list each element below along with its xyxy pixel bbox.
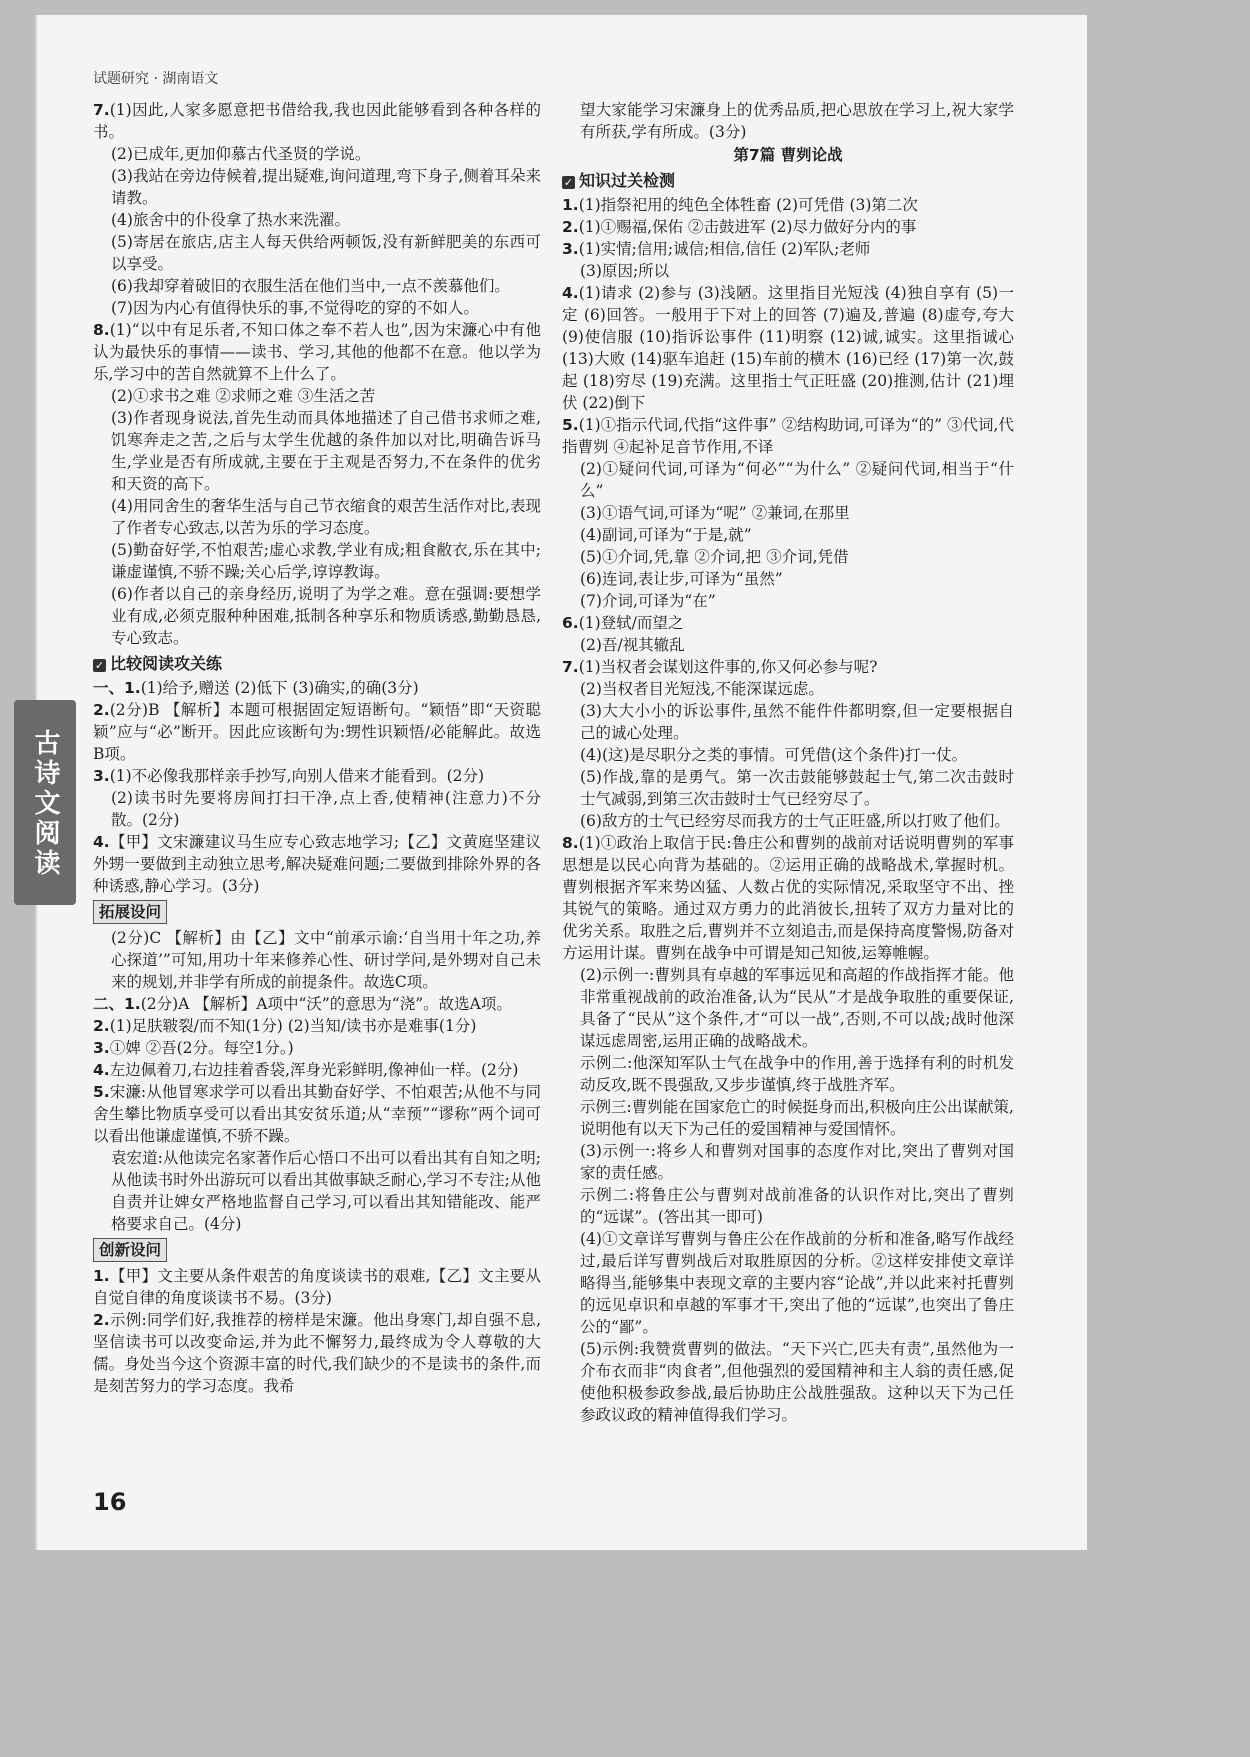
answer-text: (2分)B 【解析】本题可根据固定短语断句。“颖悟”即“天资聪颖”应与“必”断开。因此应该断句为:甥性识颖悟/必能解此。故选B项。	[93, 701, 541, 763]
chapter-title: 第7篇 曹刿论战	[733, 146, 843, 164]
question-number: 二、1.	[93, 995, 141, 1013]
answer-text: (1)请求 (2)参与 (3)浅陋。这里指目光短浅 (4)独自享有 (5)一定 (6)回答。一般用于下对上的回答 (7)遍及,普遍 (8)虚夸,夸大 (9)使信服 (10)指诉讼事件 (11)明察 (12)诚,诚实。这里指诚心 (13)大败 (14)驱车追赶 (15)车前的横木 (16)已经 (17)第一次,鼓起 (18)穷尽 (19)充满。这里指士气正旺盛 (20)推测,估计 (21)埋伏 (22)倒下	[562, 284, 1014, 412]
answer-paragraph	[562, 458, 1014, 502]
answer-text: ①婢 ②吾(2分。每空1分。)	[109, 1039, 294, 1057]
section-heading	[93, 653, 541, 675]
answer-paragraph	[562, 1052, 1014, 1096]
check-icon: ✓	[94, 659, 105, 672]
question-number: 2.	[93, 1311, 110, 1329]
answer-paragraph	[93, 297, 541, 319]
answer-paragraph	[562, 678, 1014, 700]
answer-paragraph	[93, 539, 541, 583]
answer-text: (1)给予,赠送 (2)低下 (3)确实,的确(3分)	[140, 679, 419, 697]
answer-text: (1)不必像我那样亲手抄写,向别人借来才能看到。(2分)	[109, 767, 485, 785]
answer-paragraph	[562, 524, 1014, 546]
answer-paragraph	[93, 99, 541, 143]
answer-text: (4)旅舍中的仆役拿了热水来洗濯。	[111, 211, 350, 229]
answer-text: (6)我却穿着破旧的衣服生活在他们当中,一点不羡慕他们。	[111, 277, 510, 295]
answer-paragraph	[93, 765, 541, 787]
answer-text: (3)大大小小的诉讼事件,虽然不能件件都明察,但一定要根据自己的诚心处理。	[580, 702, 1014, 742]
answer-text: (5)勤奋好学,不怕艰苦;虚心求教,学业有成;粗食敝衣,乐在其中;谦虚谨慎,不骄不躁;关心后学,谆谆教诲。	[111, 541, 541, 581]
answer-paragraph	[562, 766, 1014, 810]
answer-text: (2)示例一:曹刿具有卓越的军事远见和高超的作战指挥才能。他非常重视战前的政治准备,认为“民从”才是战争取胜的重要保证,具备了“民从”这个条件,才“可以一战”,否则,不可以战;战时他深谋远虑周密,运用正确的战略战术。	[580, 966, 1014, 1050]
answer-text: (5)寄居在旅店,店主人每天供给两顿饭,没有新鲜肥美的东西可以享受。	[111, 233, 541, 273]
answer-paragraph	[562, 546, 1014, 568]
question-number: 5.	[93, 1083, 110, 1101]
question-number: 4.	[93, 1061, 110, 1079]
running-header: 试题研究 · 湖南语文	[93, 71, 219, 87]
answer-text: (1)因此,人家多愿意把书借给我,我也因此能够看到各种各样的书。	[93, 101, 541, 141]
answer-paragraph	[93, 1015, 541, 1037]
answer-paragraph	[562, 568, 1014, 590]
side-tab-label: 古诗文阅读	[30, 729, 60, 879]
right-column	[562, 99, 1014, 1426]
question-number: 4.	[93, 833, 110, 851]
question-number: 1.	[562, 196, 579, 214]
subsection-label: 创新设问	[93, 1238, 167, 1262]
answer-paragraph	[562, 1140, 1014, 1184]
answer-paragraph	[93, 993, 541, 1015]
question-number: 3.	[93, 1039, 110, 1057]
answer-text: (4)(这)是尽职分之类的事情。可凭借(这个条件)打一仗。	[580, 746, 968, 764]
question-number: 7.	[93, 101, 110, 119]
answer-paragraph	[562, 414, 1014, 458]
answer-paragraph	[562, 1228, 1014, 1338]
answer-paragraph	[562, 99, 1014, 143]
answer-paragraph	[93, 1081, 541, 1147]
question-number: 5.	[562, 416, 579, 434]
answer-paragraph	[562, 656, 1014, 678]
answer-text: 望大家能学习宋濂身上的优秀品质,把心思放在学习上,祝大家学有所获,学有所成。(3分)	[580, 101, 1014, 141]
answer-paragraph	[562, 810, 1014, 832]
answer-paragraph	[562, 1184, 1014, 1228]
answer-text: (1)①政治上取信于民:鲁庄公和曹刿的战前对话说明曹刿的军事思想是以民心向背为基础的。②运用正确的战略战术,掌握时机。曹刿根据齐军来势凶猛、人数占优的实际情况,采取坚守不出、挫其锐气的策略。通过双方勇力的此消彼长,扭转了双方力量对比的优劣关系。取胜之后,曹刿并不立刻追击,而是保持高度警惕,防备对方运用计谋。曹刿在战争中可谓是知己知彼,运筹帷幄。	[562, 834, 1014, 962]
answer-paragraph	[562, 634, 1014, 656]
answer-text: (5)示例:我赞赏曹刿的做法。“天下兴亡,匹夫有责”,虽然他为一介布衣而非“肉食者”,但他强烈的爱国精神和主人翁的责任感,促使他积极参政参战,最后协助庄公战胜强敌。这种以天下为己任参政议政的精神值得我们学习。	[580, 1340, 1014, 1424]
answer-text: (2)吾/视其辙乱	[580, 636, 685, 654]
answer-text: (2)①疑问代词,可译为“何必”“为什么” ②疑问代词,相当于“什么”	[580, 460, 1014, 500]
answer-text: 袁宏道:从他读完名家著作后心悟口不出可以看出其有自知之明;从他读书时外出游玩可以看出其做事缺乏耐心,学习不专注;从他自责并让婢女严格地监督自己学习,可以看出其知错能改、能严格要求自己。(4分)	[111, 1149, 541, 1233]
answer-paragraph	[93, 831, 541, 897]
answer-text: (7)介词,可译为“在”	[580, 592, 716, 610]
answer-text: (5)作战,靠的是勇气。第一次击鼓能够鼓起士气,第二次击鼓时士气减弱,到第三次击鼓时士气已经穷尽了。	[580, 768, 1014, 808]
answer-paragraph	[562, 700, 1014, 744]
answer-paragraph	[562, 832, 1014, 964]
question-number: 8.	[562, 834, 579, 852]
answer-paragraph	[562, 744, 1014, 766]
answer-text: 示例二:他深知军队士气在战争中的作用,善于选择有利的时机发动反攻,既不畏强敌,又步步谨慎,终于战胜齐军。	[580, 1054, 1014, 1094]
answer-text: (3)原因;所以	[580, 262, 670, 280]
answer-text: (2)①求书之难 ②求师之难 ③生活之苦	[111, 387, 376, 405]
answer-paragraph	[93, 787, 541, 831]
subsection-box	[93, 897, 541, 927]
section-heading-text: 知识过关检测	[579, 171, 676, 190]
answer-paragraph	[562, 216, 1014, 238]
answer-text: (1)①赐福,保佑 ②击鼓进军 (2)尽力做好分内的事	[578, 218, 917, 236]
answer-text: 【甲】文宋濂建议马生应专心致志地学习;【乙】文黄庭坚建议外甥一要做到主动独立思考,解决疑难问题;二要做到排除外界的各种诱惑,静心学习。(3分)	[93, 833, 541, 895]
question-number: 8.	[93, 321, 110, 339]
section-side-tab	[14, 700, 76, 905]
answer-text: (5)①介词,凭,靠 ②介词,把 ③介词,凭借	[580, 548, 849, 566]
question-number: 一、1.	[93, 679, 141, 697]
answer-text: (1)实情;信用;诚信;相信,信任 (2)军队;老师	[578, 240, 871, 258]
question-number: 2.	[93, 1017, 110, 1035]
answer-text: (2)已成年,更加仰慕古代圣贤的学说。	[111, 145, 371, 163]
answer-text: (3)我站在旁边侍候着,提出疑难,询问道理,弯下身子,侧着耳朵来请教。	[111, 167, 541, 207]
answer-paragraph	[562, 282, 1014, 414]
answer-text: (6)作者以自己的亲身经历,说明了为学之难。意在强调:要想学业有成,必须克服种种困难,抵制各种享乐和物质诱惑,勤勤恳恳,专心致志。	[111, 585, 541, 647]
answer-text: (4)用同舍生的奢华生活与自己节衣缩食的艰苦生活作对比,表现了作者专心致志,以苦为乐的学习态度。	[111, 497, 541, 537]
answer-paragraph	[93, 495, 541, 539]
answer-text: (2)读书时先要将房间打扫干净,点上香,使精神(注意力)不分散。(2分)	[111, 789, 541, 829]
answer-paragraph	[93, 143, 541, 165]
answer-paragraph	[93, 407, 541, 495]
answer-text: (1)①指示代词,代指“这件事” ②结构助词,可译为“的” ③代词,代指曹刿 ④起补足音节作用,不译	[562, 416, 1014, 456]
answer-text: (3)作者现身说法,首先生动而具体地描述了自己借书求师之难,饥寒奔走之苦,之后与太学生优越的条件加以对比,明确告诉马生,学业是否有所成就,主要在于主观是否努力,不在条件的优劣和天资的高下。	[111, 409, 541, 493]
check-icon: ✓	[563, 176, 574, 189]
answer-paragraph	[562, 502, 1014, 524]
answer-paragraph	[93, 165, 541, 209]
question-number: 7.	[562, 658, 579, 676]
answer-paragraph	[562, 612, 1014, 634]
answer-paragraph	[562, 194, 1014, 216]
answer-text: 示例二:将鲁庄公与曹刿对战前准备的认识作对比,突出了曹刿的“远谋”。(答出其一即可)	[580, 1186, 1014, 1226]
question-number: 4.	[562, 284, 579, 302]
answer-text: (6)敌方的士气已经穷尽而我方的士气正旺盛,所以打败了他们。	[580, 812, 1010, 830]
answer-paragraph	[562, 590, 1014, 612]
answer-paragraph	[562, 1096, 1014, 1140]
answer-text: (6)连词,表让步,可译为“虽然”	[580, 570, 783, 588]
answer-paragraph	[93, 319, 541, 385]
answer-paragraph	[93, 275, 541, 297]
answer-text: 示例:同学们好,我推荐的榜样是宋濂。他出身寒门,却自强不息,坚信读书可以改变命运,并为此不懈努力,最终成为令人尊敬的大儒。身处当今这个资源丰富的时代,我们缺少的不是读书的条件,而是刻苦努力的学习态度。我希	[93, 1311, 541, 1395]
answer-text: (7)因为内心有值得快乐的事,不觉得吃的穿的不如人。	[111, 299, 479, 317]
section-heading-text: 比较阅读攻关练	[110, 654, 223, 673]
answer-text: (3)示例一:将乡人和曹刿对国事的态度作对比,突出了曹刿对国家的责任感。	[580, 1142, 1014, 1182]
answer-paragraph	[93, 583, 541, 649]
answer-text: 示例三:曹刿能在国家危亡的时候挺身而出,积极向庄公出谋献策,说明他有以天下为己任的爱国精神与爱国情怀。	[580, 1098, 1014, 1138]
question-number: 3.	[93, 767, 110, 785]
answer-paragraph	[93, 209, 541, 231]
answer-text: 宋濂:从他冒寒求学可以看出其勤奋好学、不怕艰苦;从他不与同舍生攀比物质享受可以看出其安贫乐道;从“幸预”“谬称”两个词可以看出他谦虚谨慎,不骄不躁。	[93, 1083, 541, 1145]
question-number: 2.	[562, 218, 579, 236]
answer-paragraph	[93, 231, 541, 275]
answer-paragraph	[93, 1265, 541, 1309]
question-number: 1.	[93, 1267, 110, 1285]
answer-text: (1)指祭祀用的纯色全体牲畜 (2)可凭借 (3)第二次	[578, 196, 918, 214]
answer-text: (4)副词,可译为“于是,就”	[580, 526, 752, 544]
subsection-label: 拓展设问	[93, 900, 167, 924]
answer-text: 左边佩着刀,右边挂着香袋,浑身光彩鲜明,像神仙一样。(2分)	[109, 1061, 519, 1079]
question-number: 6.	[562, 614, 579, 632]
answer-paragraph	[93, 1309, 541, 1397]
page-number: 16	[93, 1488, 127, 1516]
left-column	[93, 99, 541, 1397]
answer-paragraph	[93, 699, 541, 765]
answer-text: (2)当权者目光短浅,不能深谋远虑。	[580, 680, 824, 698]
question-number: 3.	[562, 240, 579, 258]
answer-paragraph	[562, 238, 1014, 260]
subsection-box	[93, 1235, 541, 1265]
answer-text: (2分)A 【解析】A项中“沃”的意思为“浇”。故选A项。	[140, 995, 512, 1013]
answer-text: (1)当权者会谋划这件事的,你又何必参与呢?	[578, 658, 878, 676]
answer-paragraph	[93, 677, 541, 699]
answer-paragraph	[562, 964, 1014, 1052]
answer-text: 【甲】文主要从条件艰苦的角度谈读书的艰难,【乙】文主要从自觉自律的角度谈读书不易。(3分)	[93, 1267, 541, 1307]
answer-paragraph	[93, 1059, 541, 1081]
answer-paragraph	[562, 260, 1014, 282]
answer-paragraph	[93, 927, 541, 993]
answer-paragraph	[93, 385, 541, 407]
answer-text: (4)①文章详写曹刿与鲁庄公在作战前的分析和准备,略写作战经过,最后详写曹刿战后对取胜原因的分析。②这样安排使文章详略得当,能够集中表现文章的主要内容“论战”,并以此来衬托曹刿的远见卓识和卓越的军事才干,突出了他的“远谋”,也突出了鲁庄公的“鄙”。	[580, 1230, 1014, 1336]
answer-text: (2分)C 【解析】由【乙】文中“前承示谕:‘自当用十年之功,养心探道’”可知,用功十年来修养心性、研讨学问,是外甥对自己未来的规划,并非学有所成的前提条件。故选C项。	[111, 929, 541, 991]
answer-paragraph	[93, 1147, 541, 1235]
answer-text: (1)“以中有足乐者,不知口体之奉不若人也”,因为宋濂心中有他认为最快乐的事情——读书、学习,其他的他都不在意。他以学为乐,学习中的苦自然就算不上什么了。	[93, 321, 541, 383]
section-heading	[562, 170, 1014, 192]
answer-text: (1)足肤皲裂/而不知(1分) (2)当知/读书亦是难事(1分)	[109, 1017, 477, 1035]
answer-paragraph	[562, 1338, 1014, 1426]
answer-paragraph	[93, 1037, 541, 1059]
answer-text: (3)①语气词,可译为“呢” ②兼词,在那里	[580, 504, 850, 522]
answer-text: (1)登轼/而望之	[578, 614, 684, 632]
question-number: 2.	[93, 701, 110, 719]
